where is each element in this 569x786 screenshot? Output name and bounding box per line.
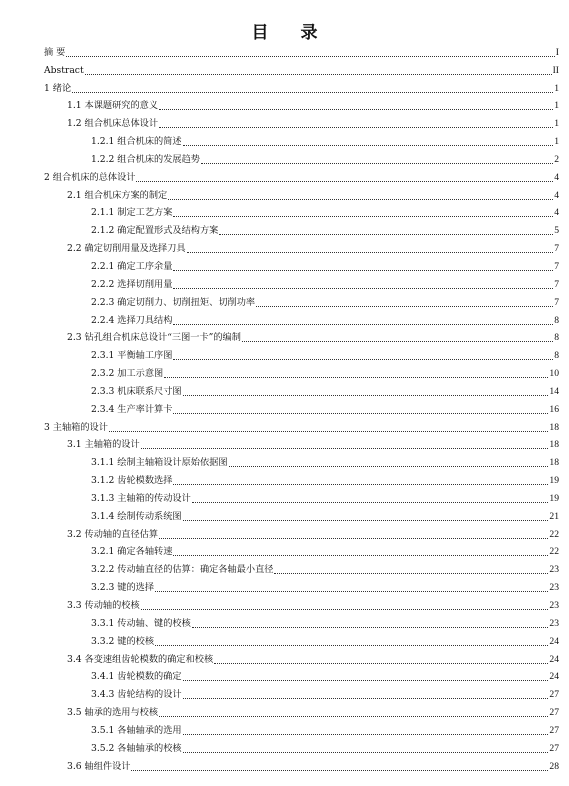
toc-page-number: 7 <box>554 243 559 255</box>
toc-page-number: 27 <box>549 707 559 719</box>
toc-entry-title: 3.2 传动轴的直径估算 <box>67 528 159 540</box>
toc-entry[interactable] <box>0 612 569 630</box>
toc-page-number: 19 <box>549 475 559 487</box>
toc-entry[interactable] <box>0 541 569 559</box>
toc-page-number: 2 <box>554 153 559 165</box>
toc-entry-title: 3.5 轴承的选用与校核 <box>67 707 159 719</box>
toc-page-number: 27 <box>549 724 559 736</box>
toc-entry-title: 2.2.4 选择刀具结构 <box>91 314 173 326</box>
toc-entry-title: 2 组合机床的总体设计 <box>44 171 136 183</box>
toc-entry[interactable] <box>0 416 569 434</box>
toc-entry-title: 3.1.2 齿轮模数选择 <box>91 475 173 487</box>
dot-leader <box>219 234 553 235</box>
toc-page-number: 4 <box>554 207 559 219</box>
dot-leader <box>201 163 553 164</box>
toc-entry-title: 1.2.1 组合机床的简述 <box>91 136 182 148</box>
toc-page-number: 10 <box>549 368 559 380</box>
dot-leader <box>159 127 553 128</box>
dot-leader <box>109 431 549 432</box>
toc-entry-title: 摘 要 <box>44 46 66 58</box>
toc-entry-title: 2.3.2 加工示意图 <box>91 368 164 380</box>
toc-entry[interactable] <box>0 755 569 773</box>
toc-entry-title: 3.2.2 传动轴直径的估算：确定各轴最小直径 <box>91 564 274 576</box>
toc-page-number: 1 <box>554 100 559 112</box>
toc-page-number: 4 <box>554 171 559 183</box>
toc-entry[interactable] <box>0 327 569 345</box>
dot-leader <box>173 270 553 271</box>
toc-entry[interactable] <box>0 219 569 237</box>
dot-leader <box>183 395 549 396</box>
toc-page-number: 14 <box>549 385 559 397</box>
dot-leader <box>183 145 554 146</box>
toc-entry[interactable] <box>0 630 569 648</box>
toc-entry-title: 3.1 主轴箱的设计 <box>67 439 140 451</box>
toc-page-number: 18 <box>549 457 559 469</box>
toc-entry[interactable] <box>0 309 569 327</box>
toc-entry[interactable] <box>0 77 569 95</box>
toc-page-number: 4 <box>554 189 559 201</box>
toc-entry-title: 1 绪论 <box>44 82 72 94</box>
toc-entry[interactable] <box>0 41 569 59</box>
dot-leader <box>168 199 553 200</box>
toc-entry[interactable] <box>0 166 569 184</box>
toc-entry[interactable] <box>0 523 569 541</box>
toc-entry[interactable] <box>0 202 569 220</box>
toc-entry[interactable] <box>0 184 569 202</box>
toc-entry-title: 3.5.1 各轴轴承的选用 <box>91 724 182 736</box>
toc-entry[interactable] <box>0 737 569 755</box>
toc-entry[interactable] <box>0 130 569 148</box>
dot-leader <box>173 359 553 360</box>
dot-leader <box>192 627 549 628</box>
toc-entry[interactable] <box>0 362 569 380</box>
toc-entry[interactable] <box>0 594 569 612</box>
dot-leader <box>136 181 553 182</box>
dot-leader <box>229 466 549 467</box>
toc-entry[interactable] <box>0 148 569 166</box>
toc-entry-title: 2.2.3 确定切削力、切削扭矩、切削功率 <box>91 296 256 308</box>
toc-entry[interactable] <box>0 59 569 77</box>
dot-leader <box>274 573 548 574</box>
toc-entry-title: 3.3 传动轴的校核 <box>67 600 140 611</box>
dot-leader <box>183 698 549 699</box>
dot-leader <box>183 752 549 753</box>
toc-entry-title: 3.4 各变速组齿轮模数的确定和校核 <box>67 653 214 665</box>
toc-page-number: 23 <box>549 564 559 576</box>
dot-leader <box>173 413 548 414</box>
toc-entry-title: 3.1.3 主轴箱的传动设计 <box>91 492 191 504</box>
toc-entry[interactable] <box>0 487 569 505</box>
toc-page-number: 19 <box>549 492 559 504</box>
toc-entry-title: 2.2.1 确定工序余量 <box>91 260 173 272</box>
toc-entry-title: 3.3.2 键的校核 <box>91 635 155 647</box>
toc-page-number: 21 <box>549 510 559 522</box>
page-title: 目 录 <box>251 23 331 43</box>
toc-page-number: 16 <box>549 403 559 415</box>
dot-leader <box>173 288 553 289</box>
dot-leader <box>242 341 553 342</box>
toc-entry[interactable] <box>0 719 569 737</box>
dot-leader <box>192 502 549 503</box>
toc-entry-title: 3 主轴箱的设计 <box>44 421 108 433</box>
toc-entry[interactable] <box>0 380 569 398</box>
toc-entry-title: 2.2.2 选择切削用量 <box>91 278 173 290</box>
toc-entry[interactable] <box>0 95 569 113</box>
toc-entry-title: 3.3.1 传动轴、键的校核 <box>91 617 191 629</box>
dot-leader <box>183 680 549 681</box>
toc-entry[interactable] <box>0 683 569 701</box>
dot-leader <box>155 645 548 646</box>
toc-entry[interactable] <box>0 558 569 576</box>
dot-leader <box>187 252 554 253</box>
toc-entry-title: 3.2.3 键的选择 <box>91 582 155 594</box>
toc-page-number: 22 <box>549 546 559 558</box>
dot-leader <box>85 74 552 75</box>
toc-entry-title: 2.1.2 确定配置形式及结构方案 <box>91 225 219 237</box>
toc-entry[interactable] <box>0 398 569 416</box>
toc-entry[interactable] <box>0 291 569 309</box>
toc-page-number: 23 <box>549 600 559 611</box>
dot-leader <box>173 484 548 485</box>
toc-page-number: 8 <box>554 314 559 326</box>
toc-page-number: 7 <box>554 278 559 290</box>
toc-page-number: II <box>552 64 559 76</box>
toc-entry-title: 3.4.3 齿轮结构的设计 <box>91 689 182 701</box>
dot-leader <box>131 770 548 771</box>
dot-leader <box>159 538 548 539</box>
toc-entry-title: 3.5.2 各轴轴承的校核 <box>91 742 182 754</box>
toc-entry[interactable] <box>0 255 569 273</box>
dot-leader <box>141 448 549 449</box>
toc-page-number: 18 <box>549 421 559 433</box>
toc-entry[interactable] <box>0 469 569 487</box>
toc-entry-title: 1.2 组合机床总体设计 <box>67 118 159 130</box>
toc-page-number: 24 <box>549 635 559 647</box>
dot-leader <box>173 555 548 556</box>
toc-entry[interactable] <box>0 666 569 684</box>
toc-entry-title: 3.6 轴组件设计 <box>67 760 131 772</box>
toc-entry-title: 3.2.1 确定各轴转速 <box>91 546 173 558</box>
toc-entry-title: 2.3.3 机床联系尺寸图 <box>91 385 182 397</box>
toc-entry[interactable] <box>0 701 569 719</box>
toc-entry-title: 2.3.4 生产率计算卡 <box>91 403 173 415</box>
dot-leader <box>159 109 553 110</box>
toc-entry[interactable] <box>0 273 569 291</box>
toc-page-number: 7 <box>554 296 559 308</box>
toc-entry[interactable] <box>0 112 569 130</box>
toc-entry[interactable] <box>0 434 569 452</box>
toc-page-number: 1 <box>554 118 559 130</box>
toc-page-number: 1 <box>554 136 559 148</box>
toc-entry-title: 3.1.4 绘制传动系统图 <box>91 510 182 522</box>
dot-leader <box>141 609 549 610</box>
toc-page-number: 8 <box>554 350 559 362</box>
dot-leader <box>159 716 548 717</box>
dot-leader <box>214 663 548 664</box>
toc-page-number: 1 <box>554 82 559 94</box>
dot-leader <box>155 591 548 592</box>
toc-page-number: 23 <box>549 582 559 594</box>
toc-entry[interactable] <box>0 648 569 666</box>
toc-page-number: 7 <box>554 260 559 272</box>
toc-entry[interactable] <box>0 451 569 469</box>
toc-entry[interactable] <box>0 344 569 362</box>
toc-page-number: 8 <box>554 332 559 344</box>
dot-leader <box>183 734 549 735</box>
dot-leader <box>72 92 553 93</box>
toc-page-number: 28 <box>549 760 559 772</box>
toc-page-number: 23 <box>549 617 559 629</box>
toc-page-number: 5 <box>554 225 559 237</box>
dot-leader <box>66 56 555 57</box>
toc-entry-title: 1.1 本课题研究的意义 <box>67 100 159 112</box>
toc-entry-title: Abstract <box>44 64 84 76</box>
toc-page-number: 24 <box>549 671 559 683</box>
toc-entry-title: 1.2.2 组合机床的发展趋势 <box>91 153 200 165</box>
toc-page-number: 24 <box>549 653 559 665</box>
toc-entry[interactable] <box>0 237 569 255</box>
dot-leader <box>183 520 549 521</box>
toc-page-number: 27 <box>549 742 559 754</box>
dot-leader <box>173 324 553 325</box>
toc-entry-title: 3.4.1 齿轮模数的确定 <box>91 671 182 683</box>
table-of-contents <box>0 41 569 773</box>
dot-leader <box>256 306 553 307</box>
toc-page-number: 18 <box>549 439 559 451</box>
toc-entry[interactable] <box>0 505 569 523</box>
toc-page-number: 22 <box>549 528 559 540</box>
toc-page-number: I <box>555 46 559 58</box>
toc-entry[interactable] <box>0 576 569 594</box>
dot-leader <box>164 377 548 378</box>
toc-page-number: 27 <box>549 689 559 701</box>
toc-entry-title: 2.3.1 平衡轴工序图 <box>91 350 173 362</box>
dot-leader <box>173 216 553 217</box>
toc-entry-title: 3.1.1 绘制主轴箱设计原始依据图 <box>91 457 228 469</box>
toc-entry-title: 2.2 确定切削用量及选择刀具 <box>67 243 186 255</box>
toc-entry-title: 2.3 钻孔组合机床总设计“三图一卡”的编制 <box>67 332 241 344</box>
toc-entry-title: 2.1.1 制定工艺方案 <box>91 207 173 219</box>
toc-entry-title: 2.1 组合机床方案的制定 <box>67 189 168 201</box>
